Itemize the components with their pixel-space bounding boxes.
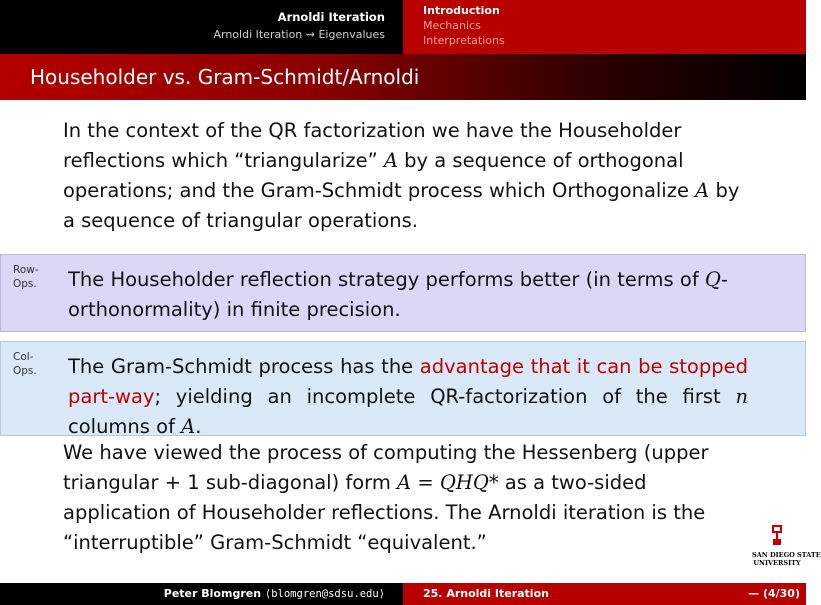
header-title-panel <box>0 0 403 54</box>
col-ops-text-2: ; yielding an incomplete QR-factorization of the first <box>154 385 736 408</box>
outro-text-1: We have viewed the process of computing the Hessenberg (upper triangular + 1 sub-diagonal) form <box>63 441 709 494</box>
row-ops-tag-line1: Row- <box>13 264 39 276</box>
row-ops-tag <box>13 263 39 291</box>
row-ops-text <box>68 265 748 325</box>
col-ops-tag <box>13 350 37 378</box>
footer-section-panel <box>403 583 806 605</box>
author-email: ⟨blomgren@sdsu.edu⟩ <box>264 588 385 600</box>
col-ops-block <box>0 341 806 436</box>
matrix-a-symbol: A <box>383 149 398 172</box>
author-name: Peter Blomgren <box>163 587 262 600</box>
row-ops-tag-line2: Ops. <box>13 278 37 290</box>
logo-line2: UNIVERSITY <box>753 559 801 567</box>
col-ops-text-3: columns of <box>68 415 182 438</box>
header-nav-panel <box>403 0 806 54</box>
nav-mechanics[interactable]: Mechanics <box>423 19 481 32</box>
footer-page-number: — (4/30) <box>748 587 800 600</box>
row-ops-text-1: The Householder reflection strategy performs better (in terms of <box>68 268 705 291</box>
nav-introduction[interactable]: Introduction <box>423 4 500 17</box>
top-header-bar <box>0 0 806 54</box>
row-ops-text-2: -orthonormality) in finite precision. <box>68 268 728 321</box>
matrix-q-symbol: Q <box>704 268 721 291</box>
footer-author-panel <box>0 583 403 605</box>
intro-text-1: In the context of the QR factorization we have the Householder reflections which “triangularize” <box>63 119 682 172</box>
intro-paragraph <box>63 116 743 236</box>
presentation-subtitle: Arnoldi Iteration ⇝ Eigenvalues <box>213 28 385 41</box>
footer-author <box>164 587 385 600</box>
col-ops-text-1: The Gram-Schmidt process has the <box>68 355 420 378</box>
advantage-highlight: advantage that it can be stopped part-way <box>68 355 748 408</box>
matrix-a-symbol: A <box>695 179 710 202</box>
nav-interpretations[interactable]: Interpretations <box>423 34 505 47</box>
intro-text-2: by a sequence of orthogonal operations; and the Gram-Schmidt process which Orthogonalize <box>63 149 696 202</box>
hessenberg-equation: A = QHQ* <box>397 471 499 494</box>
row-ops-block <box>0 254 806 332</box>
presentation-title: Arnoldi Iteration <box>277 10 385 24</box>
outro-paragraph <box>63 438 743 558</box>
sdsu-logo-mark-icon <box>769 524 785 546</box>
footer-section: 25. Arnoldi Iteration <box>423 587 549 600</box>
outro-text-2: as a two-sided application of Householder reflections. The Arnoldi iteration is the “interruptible” Gram-Schmidt “equivalent.” <box>63 471 706 554</box>
footer-bar <box>0 583 806 605</box>
n-symbol: n <box>735 385 748 408</box>
frame-title: Householder vs. Gram-Schmidt/Arnoldi <box>0 54 806 100</box>
col-ops-text <box>68 352 748 442</box>
matrix-a-symbol: A <box>181 415 196 438</box>
col-ops-tag-line2: Ops. <box>13 365 37 377</box>
col-ops-text-4: . <box>195 415 202 438</box>
sdsu-logo <box>752 524 821 568</box>
col-ops-tag-line1: Col- <box>13 351 34 363</box>
logo-line1: SAN DIEGO STATE <box>752 551 821 559</box>
intro-text-3: by a sequence of triangular operations. <box>63 179 740 232</box>
